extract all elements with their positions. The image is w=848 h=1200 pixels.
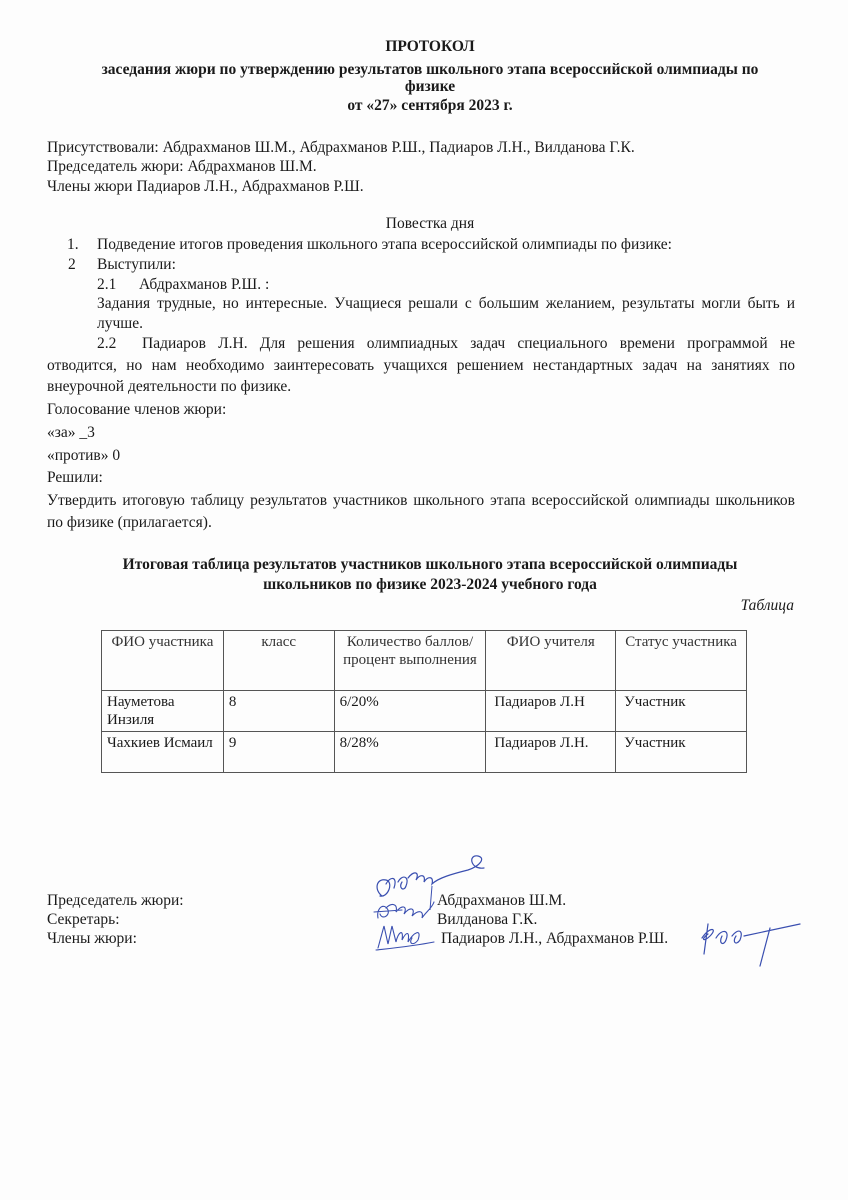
document-date: от «27» сентября 2023 г. — [347, 97, 513, 114]
speaker-speech-2-first-line: Падиаров Л.Н. Для решения олимпиадных задач специального времени программой не — [142, 335, 795, 352]
speaker-name-1: Абдрахманов Р.Ш. : — [139, 276, 270, 293]
agenda-item-number-1: 1. — [67, 236, 79, 253]
cell-status: Участник — [616, 732, 747, 773]
jury-members: Члены жюри Падиаров Л.Н., Абдрахманов Р.Ш. — [47, 178, 364, 195]
header-status: Статус участника — [616, 631, 747, 691]
document-subtitle-line2: физике — [404, 78, 456, 95]
table-caption: Таблица — [740, 597, 794, 614]
vote-against: «против» 0 — [47, 447, 121, 464]
member2-handwritten-signature-icon — [696, 914, 806, 970]
voting-heading: Голосование членов жюри: — [47, 401, 227, 418]
header-teacher: ФИО учителя — [486, 631, 616, 691]
cell-score: 6/20% — [334, 691, 486, 732]
signature-chair-label: Председатель жюри: — [47, 892, 184, 909]
cell-teacher: Падиаров Л.Н — [486, 691, 616, 732]
speaker-number-1: 2.1 — [97, 276, 117, 293]
header-participant-name: ФИО участника — [102, 631, 224, 691]
document-subtitle-line1: заседания жюри по утверждению результатов школьного этапа всероссийской олимпиады по — [101, 61, 759, 78]
document-title: ПРОТОКОЛ — [385, 38, 475, 55]
header-grade: класс — [223, 631, 334, 691]
speaker-number-2: 2.2 — [97, 335, 117, 352]
table-row — [102, 691, 747, 732]
signature-members-names: Падиаров Л.Н., Абдрахманов Р.Ш. — [441, 930, 669, 947]
decision-text: Утвердить итоговую таблицу результатов участников школьного этапа всероссийской олимпиады школьников по физике (прилагается). — [47, 492, 795, 531]
attendees-present: Присутствовали: Абдрахманов Ш.М., Абдрахманов Р.Ш., Падиаров Л.Н., Вилданова Г.К. — [47, 139, 635, 156]
signature-chair-name: Абдрахманов Ш.М. — [437, 892, 567, 909]
cell-participant-name: Науметова Инзиля — [102, 691, 224, 732]
results-table-title-line2: школьников по физике 2023-2024 учебного года — [263, 576, 597, 593]
cell-teacher: Падиаров Л.Н. — [486, 732, 616, 773]
table-row — [102, 732, 747, 773]
signature-members-label: Члены жюри: — [47, 930, 137, 947]
agenda-heading: Повестка дня — [385, 215, 475, 232]
cell-participant-name: Чахкиев Исмаил — [102, 732, 224, 773]
member-handwritten-signature-icon — [374, 918, 440, 952]
results-table-title-line1: Итоговая таблица результатов участников школьного этапа всероссийской олимпиады — [122, 556, 738, 573]
speaker-speech-1: Задания трудные, но интересные. Учащиеся решали с большим желанием, результаты могли быть и лучше. — [97, 295, 795, 332]
results-table — [101, 630, 747, 773]
agenda-item-1: Подведение итогов проведения школьного этапа всероссийской олимпиады по физике: — [97, 236, 672, 253]
header-score: Количество баллов/процент выполнения — [334, 631, 486, 691]
table-header-row — [102, 631, 747, 691]
agenda-item-2: Выступили: — [97, 256, 176, 273]
signature-secretary-label: Секретарь: — [47, 911, 120, 928]
cell-grade: 9 — [223, 732, 334, 773]
speaker-speech-2-continuation: отводится, но нам необходимо заинтересовать учащихся решением нестандартных задач на занятиях по внеурочной деятельности по физике. — [47, 357, 795, 395]
decided-label: Решили: — [47, 469, 103, 486]
agenda-item-number-2: 2 — [68, 256, 76, 273]
vote-for: «за» _3 — [47, 424, 95, 441]
cell-status: Участник — [616, 691, 747, 732]
cell-score: 8/28% — [334, 732, 486, 773]
cell-grade: 8 — [223, 691, 334, 732]
jury-chair: Председатель жюри: Абдрахманов Ш.М. — [47, 158, 317, 175]
signature-secretary-name: Вилданова Г.К. — [437, 911, 538, 928]
